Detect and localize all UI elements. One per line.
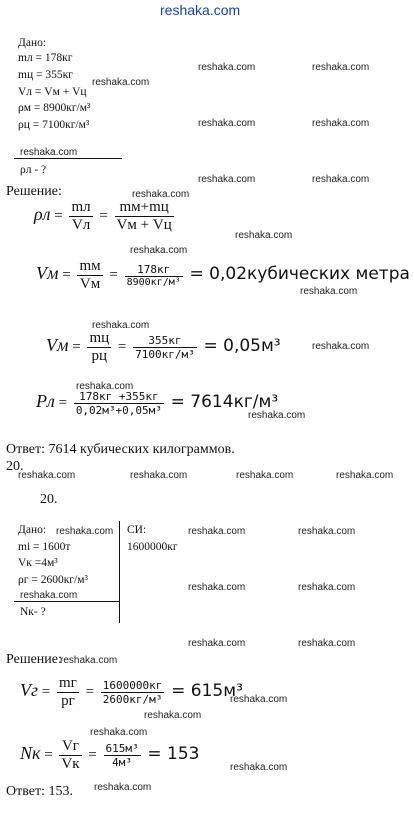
watermark: reshaka.com xyxy=(248,410,306,421)
watermark: reshaka.com xyxy=(130,470,188,481)
eq-lhs: ρл xyxy=(34,203,51,224)
eq-num: 615м³ xyxy=(105,742,139,755)
eq-lhs: Pл xyxy=(36,390,55,411)
eq-den: 7100кг/м³ xyxy=(135,348,195,361)
watermark: reshaka.com xyxy=(76,381,134,392)
watermark: reshaka.com xyxy=(92,320,150,331)
eq-den: Vл xyxy=(71,217,91,233)
given-divider xyxy=(14,158,122,159)
solution-title-1: Решение: xyxy=(6,184,62,199)
task-number-repeat: 20. xyxy=(40,492,58,507)
watermark: reshaka.com xyxy=(198,62,256,73)
watermark: reshaka.com xyxy=(188,526,246,537)
given-item: Vк =4м³ xyxy=(18,557,58,569)
watermark: reshaka.com xyxy=(20,590,78,601)
si-value: 1600000кг xyxy=(127,541,178,553)
eq-num: mц xyxy=(89,330,110,346)
eq-den: 2600кг/м³ xyxy=(102,693,163,706)
eq-den: pг xyxy=(61,693,75,709)
watermark: reshaka.com xyxy=(56,526,114,537)
eq-result: = 0,05м³ xyxy=(203,335,281,356)
given-item: mц = 355кг xyxy=(18,69,73,81)
watermark: reshaka.com xyxy=(298,526,356,537)
eq-lhs: Vм xyxy=(36,262,59,283)
eq-num: mл xyxy=(71,199,91,215)
si-title: СИ: xyxy=(127,524,147,536)
eq-num: 178кг xyxy=(125,263,183,277)
watermark: reshaka.com xyxy=(94,782,152,793)
solution-title-2: Решение: xyxy=(6,652,62,667)
watermark: reshaka.com xyxy=(298,638,356,649)
watermark: reshaka.com xyxy=(20,147,78,158)
answer-2: Ответ: 153. xyxy=(6,784,73,799)
given-item: Vл = Vм + Vц xyxy=(18,86,87,98)
watermark: reshaka.com xyxy=(298,582,356,593)
watermark: reshaka.com xyxy=(312,174,370,185)
watermark: reshaka.com xyxy=(188,638,246,649)
watermark: reshaka.com xyxy=(198,118,256,129)
eq-num: mг xyxy=(59,675,77,691)
watermark: reshaka.com xyxy=(300,286,358,297)
given-item: ρц = 7100кг/м³ xyxy=(18,119,90,131)
given-item: mi = 1600т xyxy=(18,541,71,553)
eq-num: 178кг +355кг xyxy=(74,390,164,404)
given-item: mл = 178кг xyxy=(18,52,73,64)
eq-den: pц xyxy=(91,348,108,364)
eq-den: Vк xyxy=(61,756,80,772)
watermark: reshaka.com xyxy=(235,230,293,241)
si-divider xyxy=(119,521,120,623)
equation-5: Vг = $\frac{mг}{pг}$ = $\frac{1600000кг}{\text{2600кг/м³}}$ = 615м³ xyxy=(20,675,243,709)
eq-num: 355кг xyxy=(133,334,197,348)
task-number: 20. xyxy=(6,459,24,474)
given-item: ρг = 2600кг/м³ xyxy=(18,574,88,586)
watermark: reshaka.com xyxy=(188,582,246,593)
eq-result: = 0,02кубических метра xyxy=(189,263,410,284)
eq-num: mм+mц xyxy=(115,199,174,217)
given-title-2: Дано: xyxy=(18,524,47,536)
eq-den: 8900кг/м³ xyxy=(126,277,181,288)
eq-result: = 615м³ xyxy=(171,680,243,701)
eq-num: Vг xyxy=(59,738,81,756)
equation-2: Vм = $\frac{mм}{Vм}$ = $\frac{178кг}{\text{8900кг/м³}}$ = 0,02кубических метра xyxy=(36,258,410,292)
watermark: reshaka.com xyxy=(230,762,288,773)
eq-num: mм xyxy=(79,258,101,274)
watermark: reshaka.com xyxy=(312,118,370,129)
find-text-2: Nк- ? xyxy=(20,606,46,618)
eq-den: 4м³ xyxy=(112,756,132,769)
eq-result: = 153 xyxy=(147,743,200,764)
watermark: reshaka.com xyxy=(236,470,294,481)
eq-den: 0,02м³+0,05м³ xyxy=(75,404,162,417)
eq-lhs: Vм xyxy=(46,334,69,355)
equation-6: Nк = $\frac{Vг}{Vк}$ = $\frac{\text{615м³}}{\text{4м³}}$ = 153 xyxy=(20,738,200,772)
equation-1: ρл = $\frac{mл}{Vл}$ = $\frac{mм+mц}{Vм + Vц}$ xyxy=(34,199,172,233)
given-divider xyxy=(14,601,119,602)
equation-4: Pл = $\frac{178кг +355кг}{\text{0,02м³+0,05м³}}$ = 7614кг/м³ xyxy=(36,390,279,417)
watermark: reshaka.com xyxy=(90,727,148,738)
site-title: reshaka.com xyxy=(160,2,241,18)
given-title-1: Дано: xyxy=(18,37,47,49)
watermark: reshaka.com xyxy=(336,470,394,481)
equation-3: Vм = $\frac{mц}{pц}$ = $\frac{355кг}{\text{7100кг/м³}}$ = 0,05м³ xyxy=(46,330,281,364)
watermark: reshaka.com xyxy=(312,62,370,73)
eq-den: Vм + Vц xyxy=(116,217,172,233)
watermark: reshaka.com xyxy=(230,694,288,705)
eq-den: Vм xyxy=(79,276,101,292)
watermark: reshaka.com xyxy=(60,655,118,666)
watermark: reshaka.com xyxy=(132,189,190,200)
watermark: reshaka.com xyxy=(198,174,256,185)
find-text-1: ρл - ? xyxy=(20,164,47,176)
eq-result: = 7614кг/м³ xyxy=(170,391,279,412)
watermark: reshaka.com xyxy=(144,710,202,721)
watermark: reshaka.com xyxy=(130,245,188,256)
eq-lhs: Nк xyxy=(20,742,41,763)
watermark: reshaka.com xyxy=(92,77,150,88)
eq-num: 1600000кг xyxy=(102,679,163,692)
watermark: reshaka.com xyxy=(18,470,76,481)
eq-lhs: Vг xyxy=(20,679,39,700)
watermark: reshaka.com xyxy=(312,341,370,352)
answer-1: Ответ: 7614 кубических килограммов. xyxy=(6,442,235,457)
given-item: ρм = 8900кг/м³ xyxy=(18,102,91,114)
